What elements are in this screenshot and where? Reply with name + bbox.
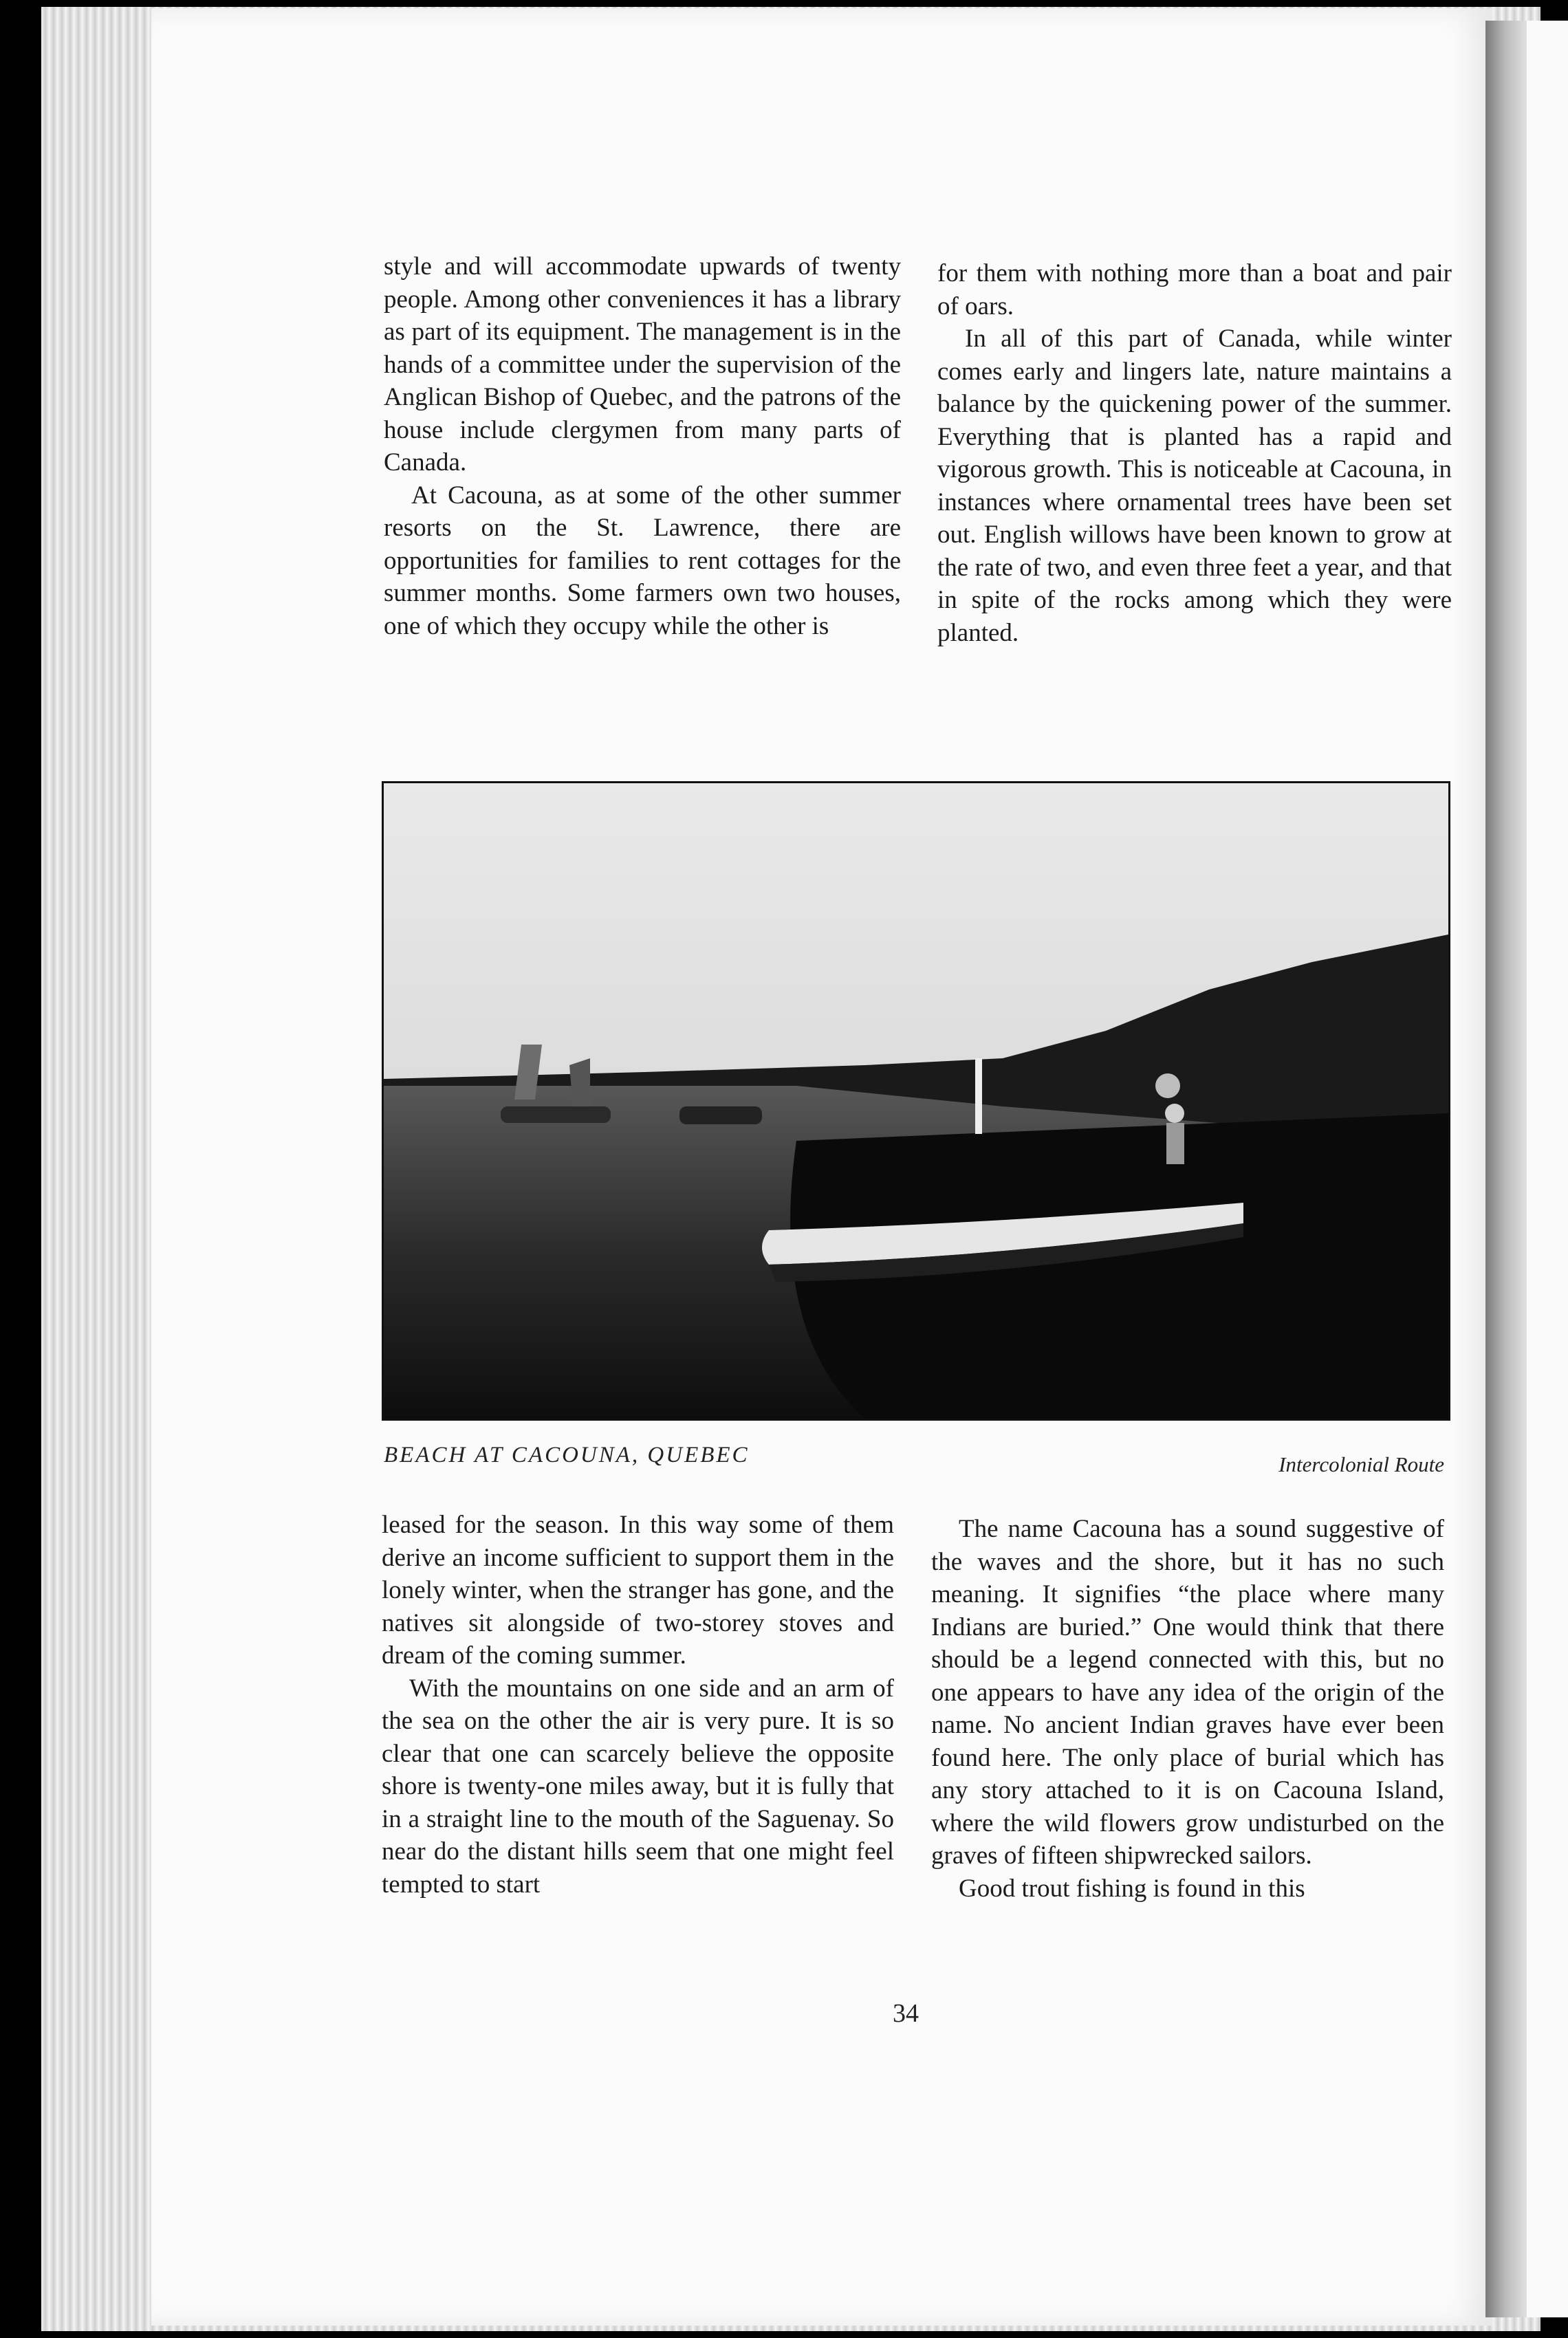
paragraph: Good trout fishing is found in this — [959, 1874, 1305, 1903]
text-column-top-right — [937, 257, 1452, 649]
paragraph: At Cacouna, as at some of the other summer resorts on the St. Lawrence, there are opportunities for families to rent cottages for the summer months. Some farmers own two houses, one of which they occupy while the other is — [384, 481, 901, 640]
figure-caption: BEACH AT CACOUNA, QUEBEC — [384, 1443, 750, 1467]
paragraph: for them with nothing more than a boat and pair of oars. — [937, 259, 1452, 320]
paragraph: leased for the season. In this way some of them derive an income sufficient to support them in the lonely winter, when the stranger has gone, and the natives sit alongside of two-storey stoves and dream of the coming summer. — [382, 1511, 894, 1670]
page-number: 34 — [893, 1999, 919, 2028]
text-column-top-left — [384, 250, 901, 642]
paragraph: In all of this part of Canada, while winter comes early and lingers late, nature maintains a balance by the quickening power of the summer. Everything that is planted has a rapid and vigorous growth. This is noticeable at Cacouna, in instances where ornamental trees have been set out. English willows have been known to grow at the rate of two, and even three feet a year, and that in spite of the rocks among which they were planted. — [937, 325, 1452, 647]
text-column-bottom-left — [382, 1509, 894, 1901]
paragraph: With the mountains on one side and an arm of the sea on the other the air is very pure. It is so clear that one can scarcely believe the opposite shore is twenty-one miles away, but it is fully that in a straight line to the mouth of the Saguenay. So near do the distant hills seem that one might feel tempted to start — [382, 1674, 894, 1899]
figure-credit: Intercolonial Route — [1278, 1452, 1444, 1476]
photo-scene — [384, 783, 1448, 1419]
facing-page-edge — [1527, 21, 1568, 2317]
paragraph: style and will accommodate upwards of twenty people. Among other conveniences it has a library as part of its equipment. The management is in the hands of a committee under the supervision of the Anglican Bishop of Quebec, and the patrons of the house include clergymen from many parts of Canada. — [384, 252, 901, 477]
text-column-bottom-right — [931, 1513, 1444, 1905]
paragraph: The name Cacouna has a sound suggestive of the waves and the shore, but it has no such meaning. It signifies “the place where many Indians are buried.” One would think that there should be a legend connected with this, but no one appears to have any idea of the origin of the name. No ancient Indian graves have ever been found here. The only place of burial which has any story attached to it is on Cacouna Island, where the wild flowers grow undisturbed on the graves of fifteen shipwrecked sailors. — [931, 1515, 1444, 1870]
beach-photograph — [382, 781, 1450, 1421]
